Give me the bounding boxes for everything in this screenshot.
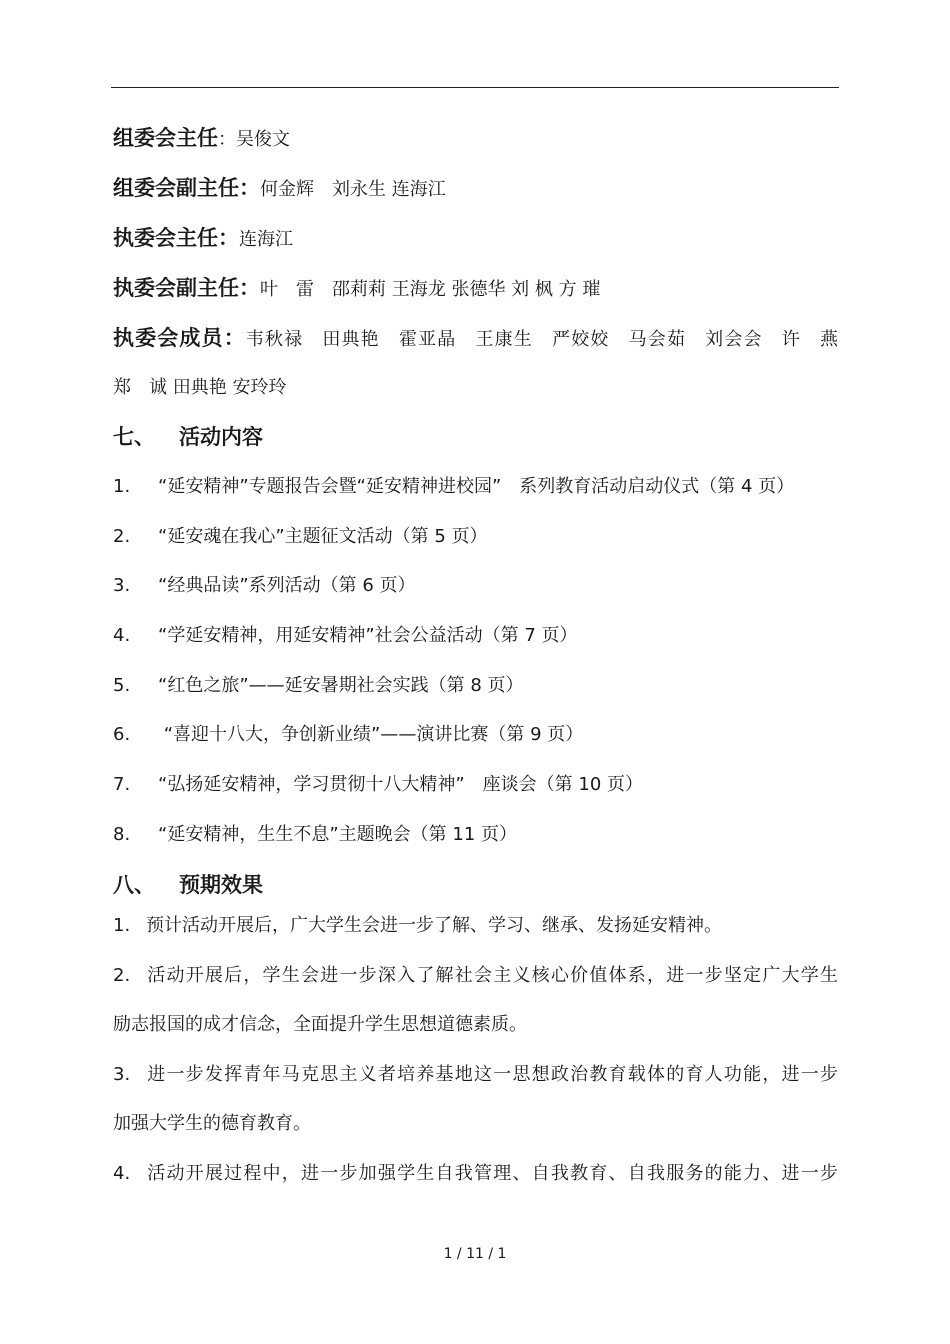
committee-vice-chair-label: 组委会副主任 <box>113 176 239 200</box>
exec-vice-label: 执委会副主任 <box>113 276 239 300</box>
section8-heading <box>113 872 263 898</box>
effect-item <box>113 963 838 989</box>
effect-item <box>113 1062 838 1088</box>
exec-members-row-2 <box>113 375 286 401</box>
effect-item <box>113 913 722 939</box>
section7-title: 活动内容 <box>179 425 263 449</box>
committee-vice-chair-sep: ： <box>239 176 260 200</box>
exec-members-row <box>113 325 838 353</box>
exec-vice-row <box>113 275 600 303</box>
list-item-number: 7. <box>113 774 131 795</box>
exec-chair-sep: ： <box>218 226 239 250</box>
exec-members-names-line1: 韦秋禄 田典艳 霍亚晶 王康生 严姣姣 马会茹 刘会会 许 燕 <box>245 329 839 350</box>
list-item-number: 2. <box>113 526 131 547</box>
list-item-number: 4. <box>113 625 131 646</box>
list-item <box>113 573 416 599</box>
committee-chair-sep: ： <box>218 129 236 150</box>
effect-item-continuation <box>113 1111 311 1137</box>
list-item <box>113 623 578 649</box>
exec-members-names-line2: 郑 诚 田典艳 安玲玲 <box>113 377 287 398</box>
section7-heading <box>113 424 263 450</box>
exec-vice-sep: ： <box>239 276 260 300</box>
list-item-text: “学延安精神，用延安精神”社会公益活动（第 7 页） <box>158 625 578 646</box>
committee-chair-row <box>113 125 290 153</box>
exec-members-sep: ： <box>223 326 246 350</box>
list-item-text: “经典品读”系列活动（第 6 页） <box>158 575 416 596</box>
list-item <box>113 673 524 699</box>
committee-vice-chair-names: 何金辉 刘永生 连海江 <box>260 179 446 200</box>
section8-title: 预期效果 <box>179 873 263 897</box>
list-item-number: 5. <box>113 675 131 696</box>
list-item-number: 3. <box>113 575 131 596</box>
list-item <box>113 822 517 848</box>
list-item-text: “延安精神”专题报告会暨“延安精神进校园” 系列教育活动启动仪式（第 4 页） <box>158 476 795 497</box>
effect-item-number: 4. <box>113 1163 131 1184</box>
exec-members-label: 执委会成员 <box>113 326 224 350</box>
effect-item-number: 2. <box>113 965 131 986</box>
list-item-number: 8. <box>113 824 131 845</box>
header-rule <box>111 87 839 88</box>
effect-item-number: 1. <box>113 915 131 936</box>
effect-item-number: 3. <box>113 1064 131 1085</box>
effect-item-text: 活动开展过程中，进一步加强学生自我管理、自我教育、自我服务的能力、进一步 <box>146 1163 838 1184</box>
section8-number: 八、 <box>113 873 155 897</box>
effect-item-text: 进一步发挥青年马克思主义者培养基地这一思想政治教育载体的育人功能，进一步 <box>146 1064 838 1085</box>
committee-chair-label: 组委会主任 <box>113 126 218 150</box>
list-item-text: “弘扬延安精神，学习贯彻十八大精神” 座谈会（第 10 页） <box>158 774 643 795</box>
list-item <box>113 524 488 550</box>
list-item-number: 1. <box>113 476 131 497</box>
list-item <box>113 722 583 748</box>
list-item-text: “延安精神，生生不息”主题晚会（第 11 页） <box>158 824 517 845</box>
page-indicator: 1 / 11 / 1 <box>443 1246 507 1262</box>
exec-chair-row <box>113 225 293 253</box>
list-item-text: “红色之旅”——延安暑期社会实践（第 8 页） <box>158 675 524 696</box>
exec-chair-label: 执委会主任 <box>113 226 218 250</box>
effect-item-text: 励志报国的成才信念，全面提升学生思想道德素质。 <box>113 1014 527 1035</box>
effect-item-text: 活动开展后，学生会进一步深入了解社会主义核心价值体系，进一步坚定广大学生 <box>146 965 838 986</box>
effect-item-continuation <box>113 1012 527 1038</box>
committee-vice-chair-row <box>113 175 446 203</box>
list-item <box>113 474 794 500</box>
effect-item <box>113 1161 838 1187</box>
section7-number: 七、 <box>113 425 155 449</box>
list-item <box>113 772 643 798</box>
list-item-number: 6. <box>113 724 131 745</box>
effect-item-text: 加强大学生的德育教育。 <box>113 1113 311 1134</box>
list-item-text: “延安魂在我心”主题征文活动（第 5 页） <box>158 526 488 547</box>
effect-item-text: 预计活动开展后，广大学生会进一步了解、学习、继承、发扬延安精神。 <box>146 915 722 936</box>
exec-chair-names: 连海江 <box>239 229 293 250</box>
list-item-text: “喜迎十八大，争创新业绩”——演讲比赛（第 9 页） <box>158 724 584 745</box>
exec-vice-names: 叶 雷 邵莉莉 王海龙 张德华 刘 枫 方 璀 <box>260 279 601 300</box>
committee-chair-names: 吴俊文 <box>236 129 290 150</box>
